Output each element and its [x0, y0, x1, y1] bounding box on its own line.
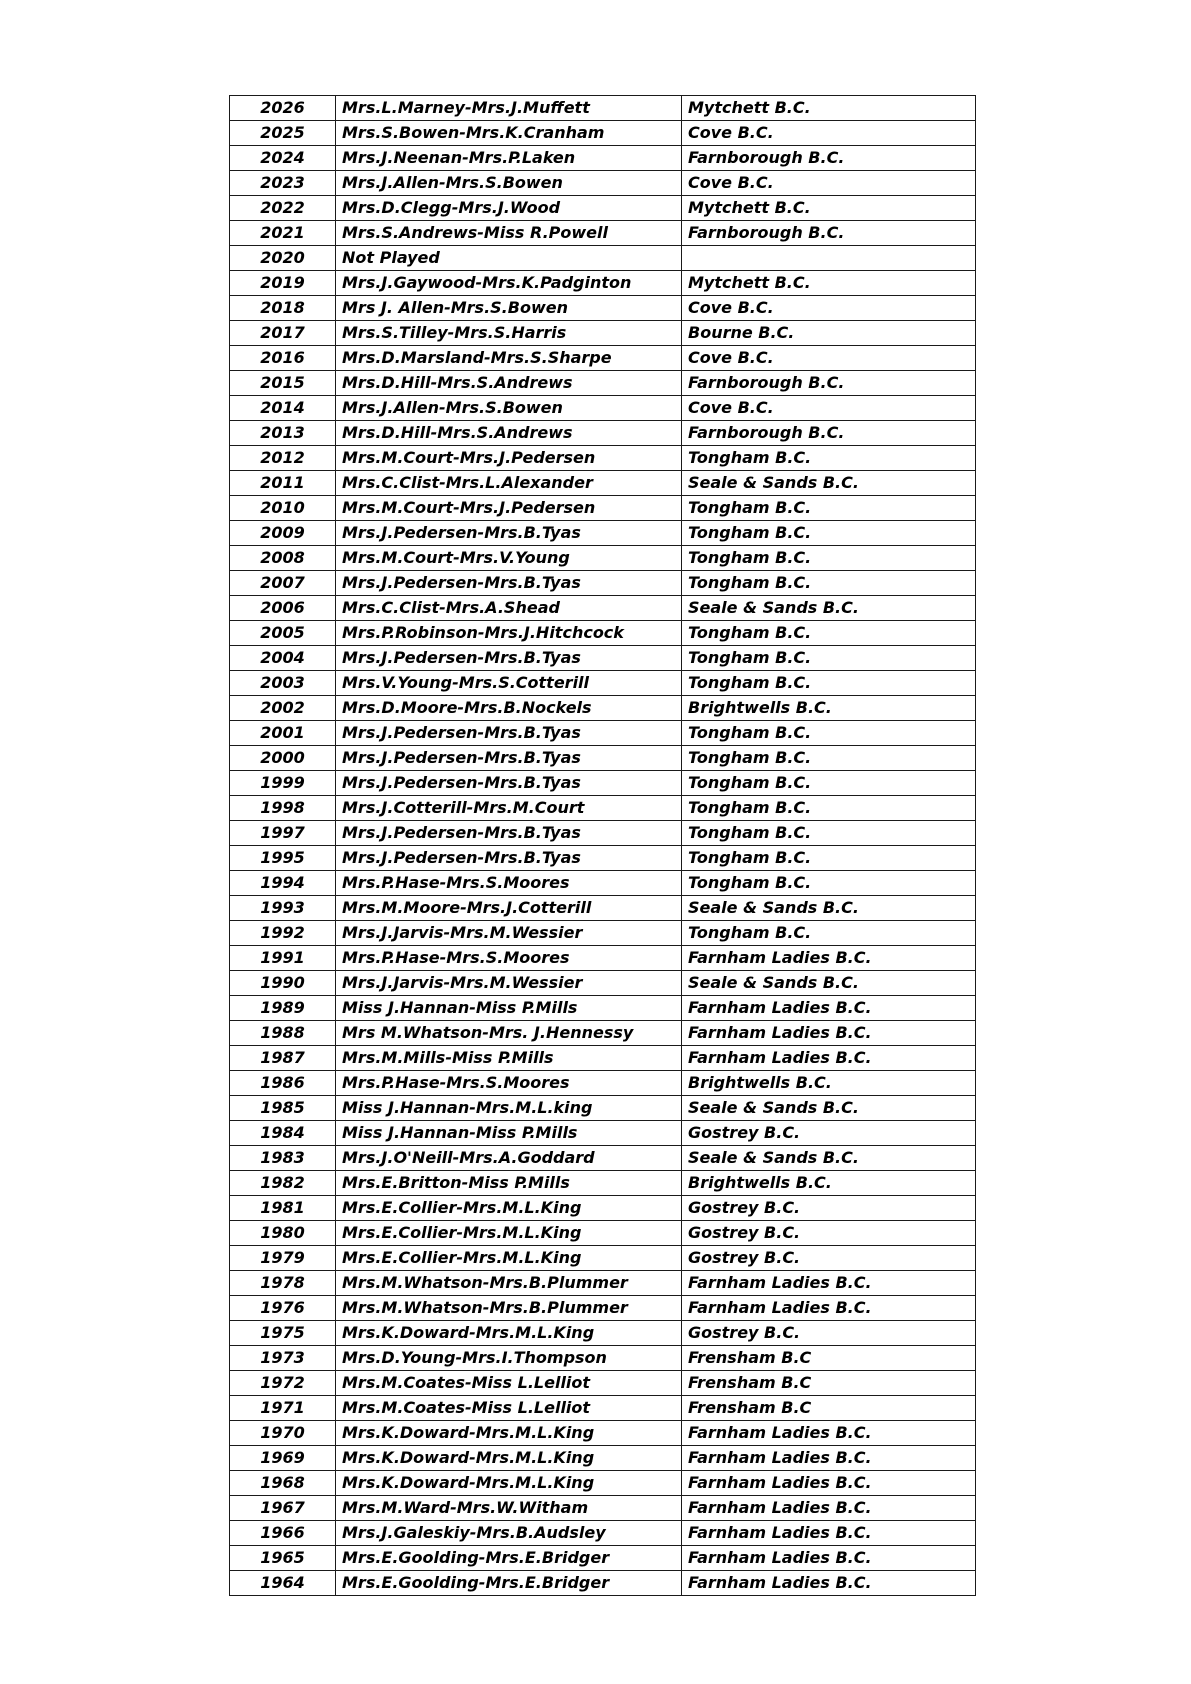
club-cell: Gostrey B.C.: [682, 1121, 976, 1146]
club-cell: Seale & Sands B.C.: [682, 1146, 976, 1171]
table-row: [230, 671, 976, 696]
table-row: [230, 1296, 976, 1321]
club-cell: Tongham B.C.: [682, 921, 976, 946]
year-cell: 2001: [230, 721, 336, 746]
pair-names-cell: Mrs.M.Court-Mrs.V.Young: [336, 546, 682, 571]
year-cell: 2013: [230, 421, 336, 446]
pair-names-cell: Mrs.J.Pedersen-Mrs.B.Tyas: [336, 846, 682, 871]
pair-names-cell: Mrs.E.Collier-Mrs.M.L.King: [336, 1221, 682, 1246]
table-row: [230, 221, 976, 246]
year-cell: 1991: [230, 946, 336, 971]
year-cell: 2018: [230, 296, 336, 321]
year-cell: 1980: [230, 1221, 336, 1246]
pair-names-cell: Mrs.E.Goolding-Mrs.E.Bridger: [336, 1546, 682, 1571]
year-cell: 1987: [230, 1046, 336, 1071]
pair-names-cell: Mrs.E.Collier-Mrs.M.L.King: [336, 1246, 682, 1271]
club-cell: Gostrey B.C.: [682, 1321, 976, 1346]
year-cell: 2020: [230, 246, 336, 271]
pair-names-cell: Mrs.D.Moore-Mrs.B.Nockels: [336, 696, 682, 721]
club-cell: Brightwells B.C.: [682, 696, 976, 721]
club-cell: Tongham B.C.: [682, 571, 976, 596]
pair-names-cell: Mrs.P.Hase-Mrs.S.Moores: [336, 871, 682, 896]
year-cell: 1993: [230, 896, 336, 921]
table-row: [230, 1446, 976, 1471]
table-row: [230, 121, 976, 146]
pair-names-cell: Mrs.J.Allen-Mrs.S.Bowen: [336, 396, 682, 421]
table-row: [230, 146, 976, 171]
table-row: [230, 971, 976, 996]
year-cell: 1988: [230, 1021, 336, 1046]
pair-names-cell: Mrs.J.Allen-Mrs.S.Bowen: [336, 171, 682, 196]
club-cell: Farnham Ladies B.C.: [682, 1546, 976, 1571]
year-cell: 2025: [230, 121, 336, 146]
table-row: [230, 271, 976, 296]
year-cell: 2010: [230, 496, 336, 521]
year-cell: 2024: [230, 146, 336, 171]
pair-names-cell: Mrs.M.Court-Mrs.J.Pedersen: [336, 496, 682, 521]
pair-names-cell: Mrs.J.Pedersen-Mrs.B.Tyas: [336, 746, 682, 771]
year-cell: 1983: [230, 1146, 336, 1171]
pair-names-cell: Mrs.M.Coates-Miss L.Lelliot: [336, 1371, 682, 1396]
table-row: [230, 321, 976, 346]
pair-names-cell: Mrs.M.Ward-Mrs.W.Witham: [336, 1496, 682, 1521]
year-cell: 1989: [230, 996, 336, 1021]
year-cell: 1981: [230, 1196, 336, 1221]
pair-names-cell: Mrs.P.Robinson-Mrs.J.Hitchcock: [336, 621, 682, 646]
table-row: [230, 1421, 976, 1446]
year-cell: 1982: [230, 1171, 336, 1196]
year-cell: 1985: [230, 1096, 336, 1121]
year-cell: 1966: [230, 1521, 336, 1546]
club-cell: Tongham B.C.: [682, 446, 976, 471]
table-row: [230, 521, 976, 546]
table-row: [230, 1271, 976, 1296]
year-cell: 1973: [230, 1346, 336, 1371]
year-cell: 1964: [230, 1571, 336, 1596]
club-cell: Seale & Sands B.C.: [682, 471, 976, 496]
pair-names-cell: Mrs.M.Moore-Mrs.J.Cotterill: [336, 896, 682, 921]
club-cell: Mytchett B.C.: [682, 96, 976, 121]
year-cell: 1970: [230, 1421, 336, 1446]
table-row: [230, 371, 976, 396]
table-row: [230, 796, 976, 821]
table-row: [230, 646, 976, 671]
club-cell: Seale & Sands B.C.: [682, 596, 976, 621]
year-cell: 2012: [230, 446, 336, 471]
table-row: [230, 1246, 976, 1271]
club-cell: Tongham B.C.: [682, 846, 976, 871]
club-cell: Tongham B.C.: [682, 621, 976, 646]
club-cell: Cove B.C.: [682, 171, 976, 196]
club-cell: Mytchett B.C.: [682, 196, 976, 221]
club-cell: Bourne B.C.: [682, 321, 976, 346]
table-row: [230, 1071, 976, 1096]
year-cell: 2023: [230, 171, 336, 196]
pair-names-cell: Mrs.C.Clist-Mrs.A.Shead: [336, 596, 682, 621]
club-cell: Mytchett B.C.: [682, 271, 976, 296]
year-cell: 2000: [230, 746, 336, 771]
club-cell: Farnham Ladies B.C.: [682, 1446, 976, 1471]
club-cell: Farnham Ladies B.C.: [682, 1471, 976, 1496]
table-row: [230, 896, 976, 921]
club-cell: Farnborough B.C.: [682, 371, 976, 396]
club-cell: Seale & Sands B.C.: [682, 971, 976, 996]
club-cell: Farnham Ladies B.C.: [682, 1521, 976, 1546]
club-cell: Tongham B.C.: [682, 646, 976, 671]
table-row: [230, 1346, 976, 1371]
pair-names-cell: Mrs.K.Doward-Mrs.M.L.King: [336, 1321, 682, 1346]
year-cell: 1972: [230, 1371, 336, 1396]
club-cell: Tongham B.C.: [682, 671, 976, 696]
pair-names-cell: Not Played: [336, 246, 682, 271]
club-cell: Tongham B.C.: [682, 746, 976, 771]
table-row: [230, 996, 976, 1021]
club-cell: Farnham Ladies B.C.: [682, 1571, 976, 1596]
pair-names-cell: Mrs J. Allen-Mrs.S.Bowen: [336, 296, 682, 321]
year-cell: 2019: [230, 271, 336, 296]
table-row: [230, 621, 976, 646]
pair-names-cell: Miss J.Hannan-Miss P.Mills: [336, 1121, 682, 1146]
club-cell: Tongham B.C.: [682, 721, 976, 746]
year-cell: 1968: [230, 1471, 336, 1496]
club-cell: Seale & Sands B.C.: [682, 1096, 976, 1121]
year-cell: 1990: [230, 971, 336, 996]
club-cell: Brightwells B.C.: [682, 1171, 976, 1196]
pair-names-cell: Mrs.D.Hill-Mrs.S.Andrews: [336, 421, 682, 446]
club-cell: Farnborough B.C.: [682, 421, 976, 446]
table-row: [230, 1021, 976, 1046]
table-row: [230, 1146, 976, 1171]
year-cell: 1995: [230, 846, 336, 871]
table-row: [230, 1396, 976, 1421]
year-cell: 1986: [230, 1071, 336, 1096]
year-cell: 2006: [230, 596, 336, 621]
pair-names-cell: Mrs.M.Coates-Miss L.Lelliot: [336, 1396, 682, 1421]
table-row: [230, 946, 976, 971]
table-row: [230, 1371, 976, 1396]
year-cell: 2004: [230, 646, 336, 671]
table-row: [230, 1046, 976, 1071]
table-row: [230, 446, 976, 471]
table-row: [230, 721, 976, 746]
year-cell: 1965: [230, 1546, 336, 1571]
table-row: [230, 1096, 976, 1121]
club-cell: Cove B.C.: [682, 396, 976, 421]
club-cell: Farnborough B.C.: [682, 221, 976, 246]
club-cell: Frensham B.C: [682, 1371, 976, 1396]
table-row: [230, 1196, 976, 1221]
table-row: [230, 846, 976, 871]
club-cell: Tongham B.C.: [682, 821, 976, 846]
pair-names-cell: Mrs.J.Pedersen-Mrs.B.Tyas: [336, 646, 682, 671]
table-row: [230, 771, 976, 796]
pair-names-cell: Mrs.M.Court-Mrs.J.Pedersen: [336, 446, 682, 471]
pair-names-cell: Mrs.J.Jarvis-Mrs.M.Wessier: [336, 971, 682, 996]
table-row: [230, 1221, 976, 1246]
pair-names-cell: Mrs.J.Pedersen-Mrs.B.Tyas: [336, 721, 682, 746]
year-cell: 2021: [230, 221, 336, 246]
club-cell: Tongham B.C.: [682, 546, 976, 571]
year-cell: 2015: [230, 371, 336, 396]
table-row: [230, 596, 976, 621]
pair-names-cell: Mrs.M.Whatson-Mrs.B.Plummer: [336, 1296, 682, 1321]
table-row: [230, 1121, 976, 1146]
year-cell: 2009: [230, 521, 336, 546]
club-cell: Farnham Ladies B.C.: [682, 1271, 976, 1296]
results-table: [229, 95, 976, 1596]
club-cell: Brightwells B.C.: [682, 1071, 976, 1096]
pair-names-cell: Mrs.J.Pedersen-Mrs.B.Tyas: [336, 771, 682, 796]
pair-names-cell: Mrs.S.Tilley-Mrs.S.Harris: [336, 321, 682, 346]
club-cell: Farnham Ladies B.C.: [682, 1296, 976, 1321]
year-cell: 2002: [230, 696, 336, 721]
pair-names-cell: Mrs.E.Collier-Mrs.M.L.King: [336, 1196, 682, 1221]
year-cell: 2003: [230, 671, 336, 696]
table-row: [230, 96, 976, 121]
table-row: [230, 546, 976, 571]
year-cell: 1975: [230, 1321, 336, 1346]
year-cell: 2005: [230, 621, 336, 646]
pair-names-cell: Mrs.L.Marney-Mrs.J.Muffett: [336, 96, 682, 121]
year-cell: 1971: [230, 1396, 336, 1421]
year-cell: 1979: [230, 1246, 336, 1271]
year-cell: 1984: [230, 1121, 336, 1146]
pair-names-cell: Mrs.M.Mills-Miss P.Mills: [336, 1046, 682, 1071]
year-cell: 1969: [230, 1446, 336, 1471]
club-cell: Farnham Ladies B.C.: [682, 996, 976, 1021]
pair-names-cell: Mrs.J.Pedersen-Mrs.B.Tyas: [336, 571, 682, 596]
club-cell: Tongham B.C.: [682, 521, 976, 546]
club-cell: Tongham B.C.: [682, 871, 976, 896]
pair-names-cell: Mrs.V.Young-Mrs.S.Cotterill: [336, 671, 682, 696]
pair-names-cell: Miss J.Hannan-Miss P.Mills: [336, 996, 682, 1021]
table-row: [230, 696, 976, 721]
pair-names-cell: Mrs.E.Britton-Miss P.Mills: [336, 1171, 682, 1196]
club-cell: Cove B.C.: [682, 296, 976, 321]
table-row: [230, 171, 976, 196]
club-cell: Gostrey B.C.: [682, 1221, 976, 1246]
table-row: [230, 871, 976, 896]
pair-names-cell: Mrs.K.Doward-Mrs.M.L.King: [336, 1421, 682, 1446]
club-cell: Tongham B.C.: [682, 496, 976, 521]
pair-names-cell: Mrs.J.Pedersen-Mrs.B.Tyas: [336, 821, 682, 846]
club-cell: Farnham Ladies B.C.: [682, 1496, 976, 1521]
pair-names-cell: Mrs.S.Andrews-Miss R.Powell: [336, 221, 682, 246]
pair-names-cell: Mrs.E.Goolding-Mrs.E.Bridger: [336, 1571, 682, 1596]
pair-names-cell: Mrs.J.Galeskiy-Mrs.B.Audsley: [336, 1521, 682, 1546]
club-cell: Farnham Ladies B.C.: [682, 1421, 976, 1446]
year-cell: 2017: [230, 321, 336, 346]
pair-names-cell: Mrs.S.Bowen-Mrs.K.Cranham: [336, 121, 682, 146]
pair-names-cell: Mrs.D.Marsland-Mrs.S.Sharpe: [336, 346, 682, 371]
year-cell: 2014: [230, 396, 336, 421]
pair-names-cell: Mrs.P.Hase-Mrs.S.Moores: [336, 946, 682, 971]
year-cell: 1978: [230, 1271, 336, 1296]
pair-names-cell: Mrs.P.Hase-Mrs.S.Moores: [336, 1071, 682, 1096]
year-cell: 2007: [230, 571, 336, 596]
table-row: [230, 1321, 976, 1346]
pair-names-cell: Mrs.C.Clist-Mrs.L.Alexander: [336, 471, 682, 496]
table-row: [230, 471, 976, 496]
year-cell: 1999: [230, 771, 336, 796]
club-cell: Tongham B.C.: [682, 771, 976, 796]
pair-names-cell: Mrs.J.Gaywood-Mrs.K.Padginton: [336, 271, 682, 296]
club-cell: [682, 246, 976, 271]
year-cell: 2026: [230, 96, 336, 121]
table-row: [230, 571, 976, 596]
pair-names-cell: Mrs.M.Whatson-Mrs.B.Plummer: [336, 1271, 682, 1296]
club-cell: Farnham Ladies B.C.: [682, 1046, 976, 1071]
table-row: [230, 496, 976, 521]
club-cell: Tongham B.C.: [682, 796, 976, 821]
table-row: [230, 346, 976, 371]
club-cell: Farnham Ladies B.C.: [682, 946, 976, 971]
pair-names-cell: Mrs.J.O'Neill-Mrs.A.Goddard: [336, 1146, 682, 1171]
year-cell: 1992: [230, 921, 336, 946]
pair-names-cell: Mrs.D.Clegg-Mrs.J.Wood: [336, 196, 682, 221]
table-row: [230, 1496, 976, 1521]
pair-names-cell: Mrs.D.Hill-Mrs.S.Andrews: [336, 371, 682, 396]
year-cell: 2016: [230, 346, 336, 371]
table-row: [230, 1546, 976, 1571]
year-cell: 1976: [230, 1296, 336, 1321]
results-table-body: [230, 96, 976, 1596]
table-row: [230, 296, 976, 321]
pair-names-cell: Mrs.K.Doward-Mrs.M.L.King: [336, 1446, 682, 1471]
table-row: [230, 396, 976, 421]
pair-names-cell: Miss J.Hannan-Mrs.M.L.king: [336, 1096, 682, 1121]
table-row: [230, 921, 976, 946]
table-row: [230, 1521, 976, 1546]
club-cell: Frensham B.C: [682, 1346, 976, 1371]
year-cell: 1998: [230, 796, 336, 821]
club-cell: Seale & Sands B.C.: [682, 896, 976, 921]
year-cell: 1997: [230, 821, 336, 846]
pair-names-cell: Mrs.J.Neenan-Mrs.P.Laken: [336, 146, 682, 171]
club-cell: Farnborough B.C.: [682, 146, 976, 171]
table-row: [230, 421, 976, 446]
table-row: [230, 1571, 976, 1596]
table-row: [230, 821, 976, 846]
club-cell: Cove B.C.: [682, 346, 976, 371]
pair-names-cell: Mrs.D.Young-Mrs.I.Thompson: [336, 1346, 682, 1371]
pair-names-cell: Mrs M.Whatson-Mrs. J.Hennessy: [336, 1021, 682, 1046]
club-cell: Cove B.C.: [682, 121, 976, 146]
pair-names-cell: Mrs.J.Jarvis-Mrs.M.Wessier: [336, 921, 682, 946]
club-cell: Frensham B.C: [682, 1396, 976, 1421]
table-row: [230, 1171, 976, 1196]
year-cell: 1967: [230, 1496, 336, 1521]
pair-names-cell: Mrs.J.Cotterill-Mrs.M.Court: [336, 796, 682, 821]
year-cell: 2011: [230, 471, 336, 496]
table-row: [230, 1471, 976, 1496]
year-cell: 1994: [230, 871, 336, 896]
pair-names-cell: Mrs.K.Doward-Mrs.M.L.King: [336, 1471, 682, 1496]
table-row: [230, 196, 976, 221]
year-cell: 2008: [230, 546, 336, 571]
club-cell: Gostrey B.C.: [682, 1196, 976, 1221]
pair-names-cell: Mrs.J.Pedersen-Mrs.B.Tyas: [336, 521, 682, 546]
year-cell: 2022: [230, 196, 336, 221]
table-row: [230, 746, 976, 771]
club-cell: Farnham Ladies B.C.: [682, 1021, 976, 1046]
table-row: [230, 246, 976, 271]
club-cell: Gostrey B.C.: [682, 1246, 976, 1271]
